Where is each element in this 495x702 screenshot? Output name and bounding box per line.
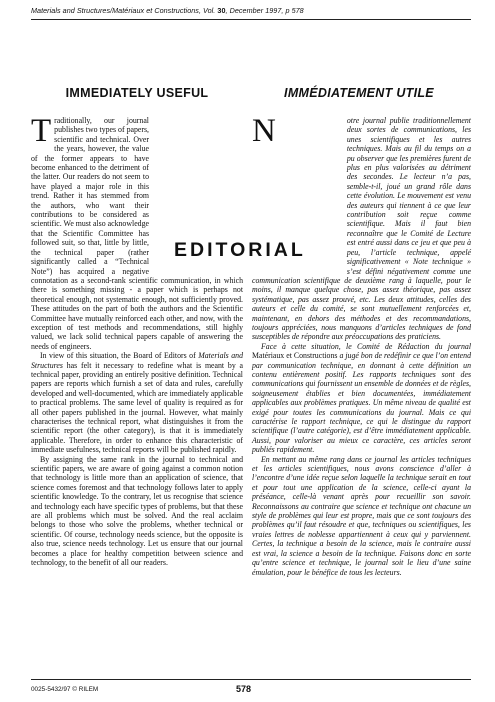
en-paragraph-2: In view of this situation, the Board of Editors of Materials and Structures has felt it necessary to redefine what is meant by a technical paper, providing an entirely positive definition. Technical papers are reports which furnish a set of data and rules, carefully developed and well-documented, which are immediately applicable to practical problems. The same level of quality is required as for all other papers published in the journal. However, what mainly characterises the technical report, what distinguishes it from the scientific report (the other category), is that it is immediately applicable. Therefore, in order to enhance this characteristic of immediate usefulness, technical reports will be published rapidly. bbox=[31, 351, 243, 455]
fr-paragraph-1: N otre journal publie traditionnellement deux sortes de communications, les unes scientifiques et les autres techniques. Mais au fil du temps on a pu observer que les premières furent de plus en plus valorisées au détriment des secondes. Le lecteur n’a pas, semble-t-il, joué un grand rôle dans cette évolution. Le mouvement est venu des auteurs qui tiennent à ce que leur contribution soit reçue comme scientifique. Mais il faut bien reconnaître que le Comité de Lecture est entré aussi dans ce jeu et que peu à peu, l’article technique, appelé significativement « Note technique » s’est défini négativement comme une communication scientifique de deuxième rang à laquelle, pour le moins, il manque quelque chose, pas assez théorique, pas assez systématique, pas assez prouvé, etc. Les deux attitudes, celles des auteurs et celle du comité, se sont mutuellement renforcées et, maintenant, en dehors des méthodes et des recommandations, toujours appréciées, nous manquons d’articles techniques de fond susceptibles de répondre aux préoccupations des praticiens. bbox=[252, 113, 471, 342]
header-rule bbox=[31, 19, 471, 20]
editorial-label: EDITORIAL bbox=[174, 239, 306, 261]
title-french: IMMÉDIATEMENT UTILE bbox=[284, 86, 434, 100]
dropcap-fr: N bbox=[252, 113, 276, 149]
en-paragraph-3: By assigning the same rank in the journal to technical and scientific papers, we are aware of going against a common notion that technology is little more than an application of science, that science comes foremost and that technology follows later to apply scientific knowledge. To the contrary, let us recognise that science and technology each have specific types of problems, but that these are all problems which must be solved. And the real acclaim belongs to those who solve the problems, whether technical or scientific. Of course, technology needs science, but the opposite is also true, science needs technology. Let us ensure that our journal becomes a place for healthy competition between science and technology, to the benefit of all our readers. bbox=[31, 454, 243, 568]
running-header: Materials and Structures/Matériaux et Constructions, Vol. 30, December 1997, p 578 bbox=[31, 6, 304, 15]
page-number: 578 bbox=[236, 684, 252, 694]
footer-code: 0025-5432/97 © RILEM bbox=[31, 686, 99, 693]
english-column bbox=[31, 113, 243, 568]
en-paragraph-1: Traditionally, our journal publishes two types of papers, scientific and technical. Over the years, however, the value of the former appears to have become enhanced to the detriment of the latter. Our readers do not seem to have played a major role in this trend. Rather it has stemmed from the authors, who want their contributions to be considered as scientific. We must also acknowledge that the Scientific Committee has followed suit, so that, little by little, the technical paper (rather significantly called a “Technical Note”) has acquired a negative connotation as a second-rank scientific communication, in which there is something missing - a paper which is perhaps not theoretical enough, not systematic enough, not sufficiently proved. These attitudes on the part of both the authors and the Scientific Committee have mutually reinforced each other, and now, with the exception of test methods and recommendations, still highly valued, we lack solid technical papers capable of answering the needs of engineers. bbox=[31, 113, 243, 351]
french-column bbox=[252, 113, 471, 577]
journal-name: Materials and Structures/Matériaux et Constructions bbox=[31, 6, 199, 15]
fr-paragraph-2: Face à cette situation, le Comité de Rédaction du journal Matériaux et Constructions a jugé bon de redéfinir ce que l’on entend par communication technique, en donnant à cette définition un contenu entièrement positif. Les rapports techniques sont des communications qui fournissent un ensemble de données et de règles, soigneusement établies et bien documentées, immédiatement applicables aux problèmes pratiques. Un même niveau de qualité est exigé pour toutes les communications du journal. Mais ce qui caractérise le rapport technique, ce qui le distingue du rapport scientifique (l’autre catégorie), est d’être immédiatement applicable. Aussi, pour valoriser au mieux ce caractère, ces articles seront publiés rapidement. bbox=[252, 341, 471, 455]
dropcap-en: T bbox=[31, 113, 52, 149]
title-english: IMMEDIATELY USEFUL bbox=[65, 86, 209, 100]
footer-rule bbox=[31, 679, 471, 680]
fr-paragraph-3: En mettant au même rang dans ce journal les articles techniques et les articles scientifiques, nous avons conscience d’aller à l’encontre d’une idée reçue selon laquelle la technique serait en tout et pour tout une application de la science, celle-ci ayant la préséance, celle-là venant après pour recueillir son savoir. Reconnaissons au contraire que science et technique ont chacune un style de problèmes qui leur est propre, mais que ce sont toujours des problèmes qu’il faut résoudre et que, techniques ou scientifiques, les vraies lettres de noblesse appartiennent à ceux qui y parviennent. Certes, la technique a besoin de la science, mais le contraire aussi est vrai, la science a besoin de la technique. Faisons donc en sorte qu’entre science et technique, le journal soit le lieu d’une saine émulation, pour le bénéfice de tous les lecteurs. bbox=[252, 454, 471, 577]
volume-number: 30 bbox=[217, 6, 226, 15]
